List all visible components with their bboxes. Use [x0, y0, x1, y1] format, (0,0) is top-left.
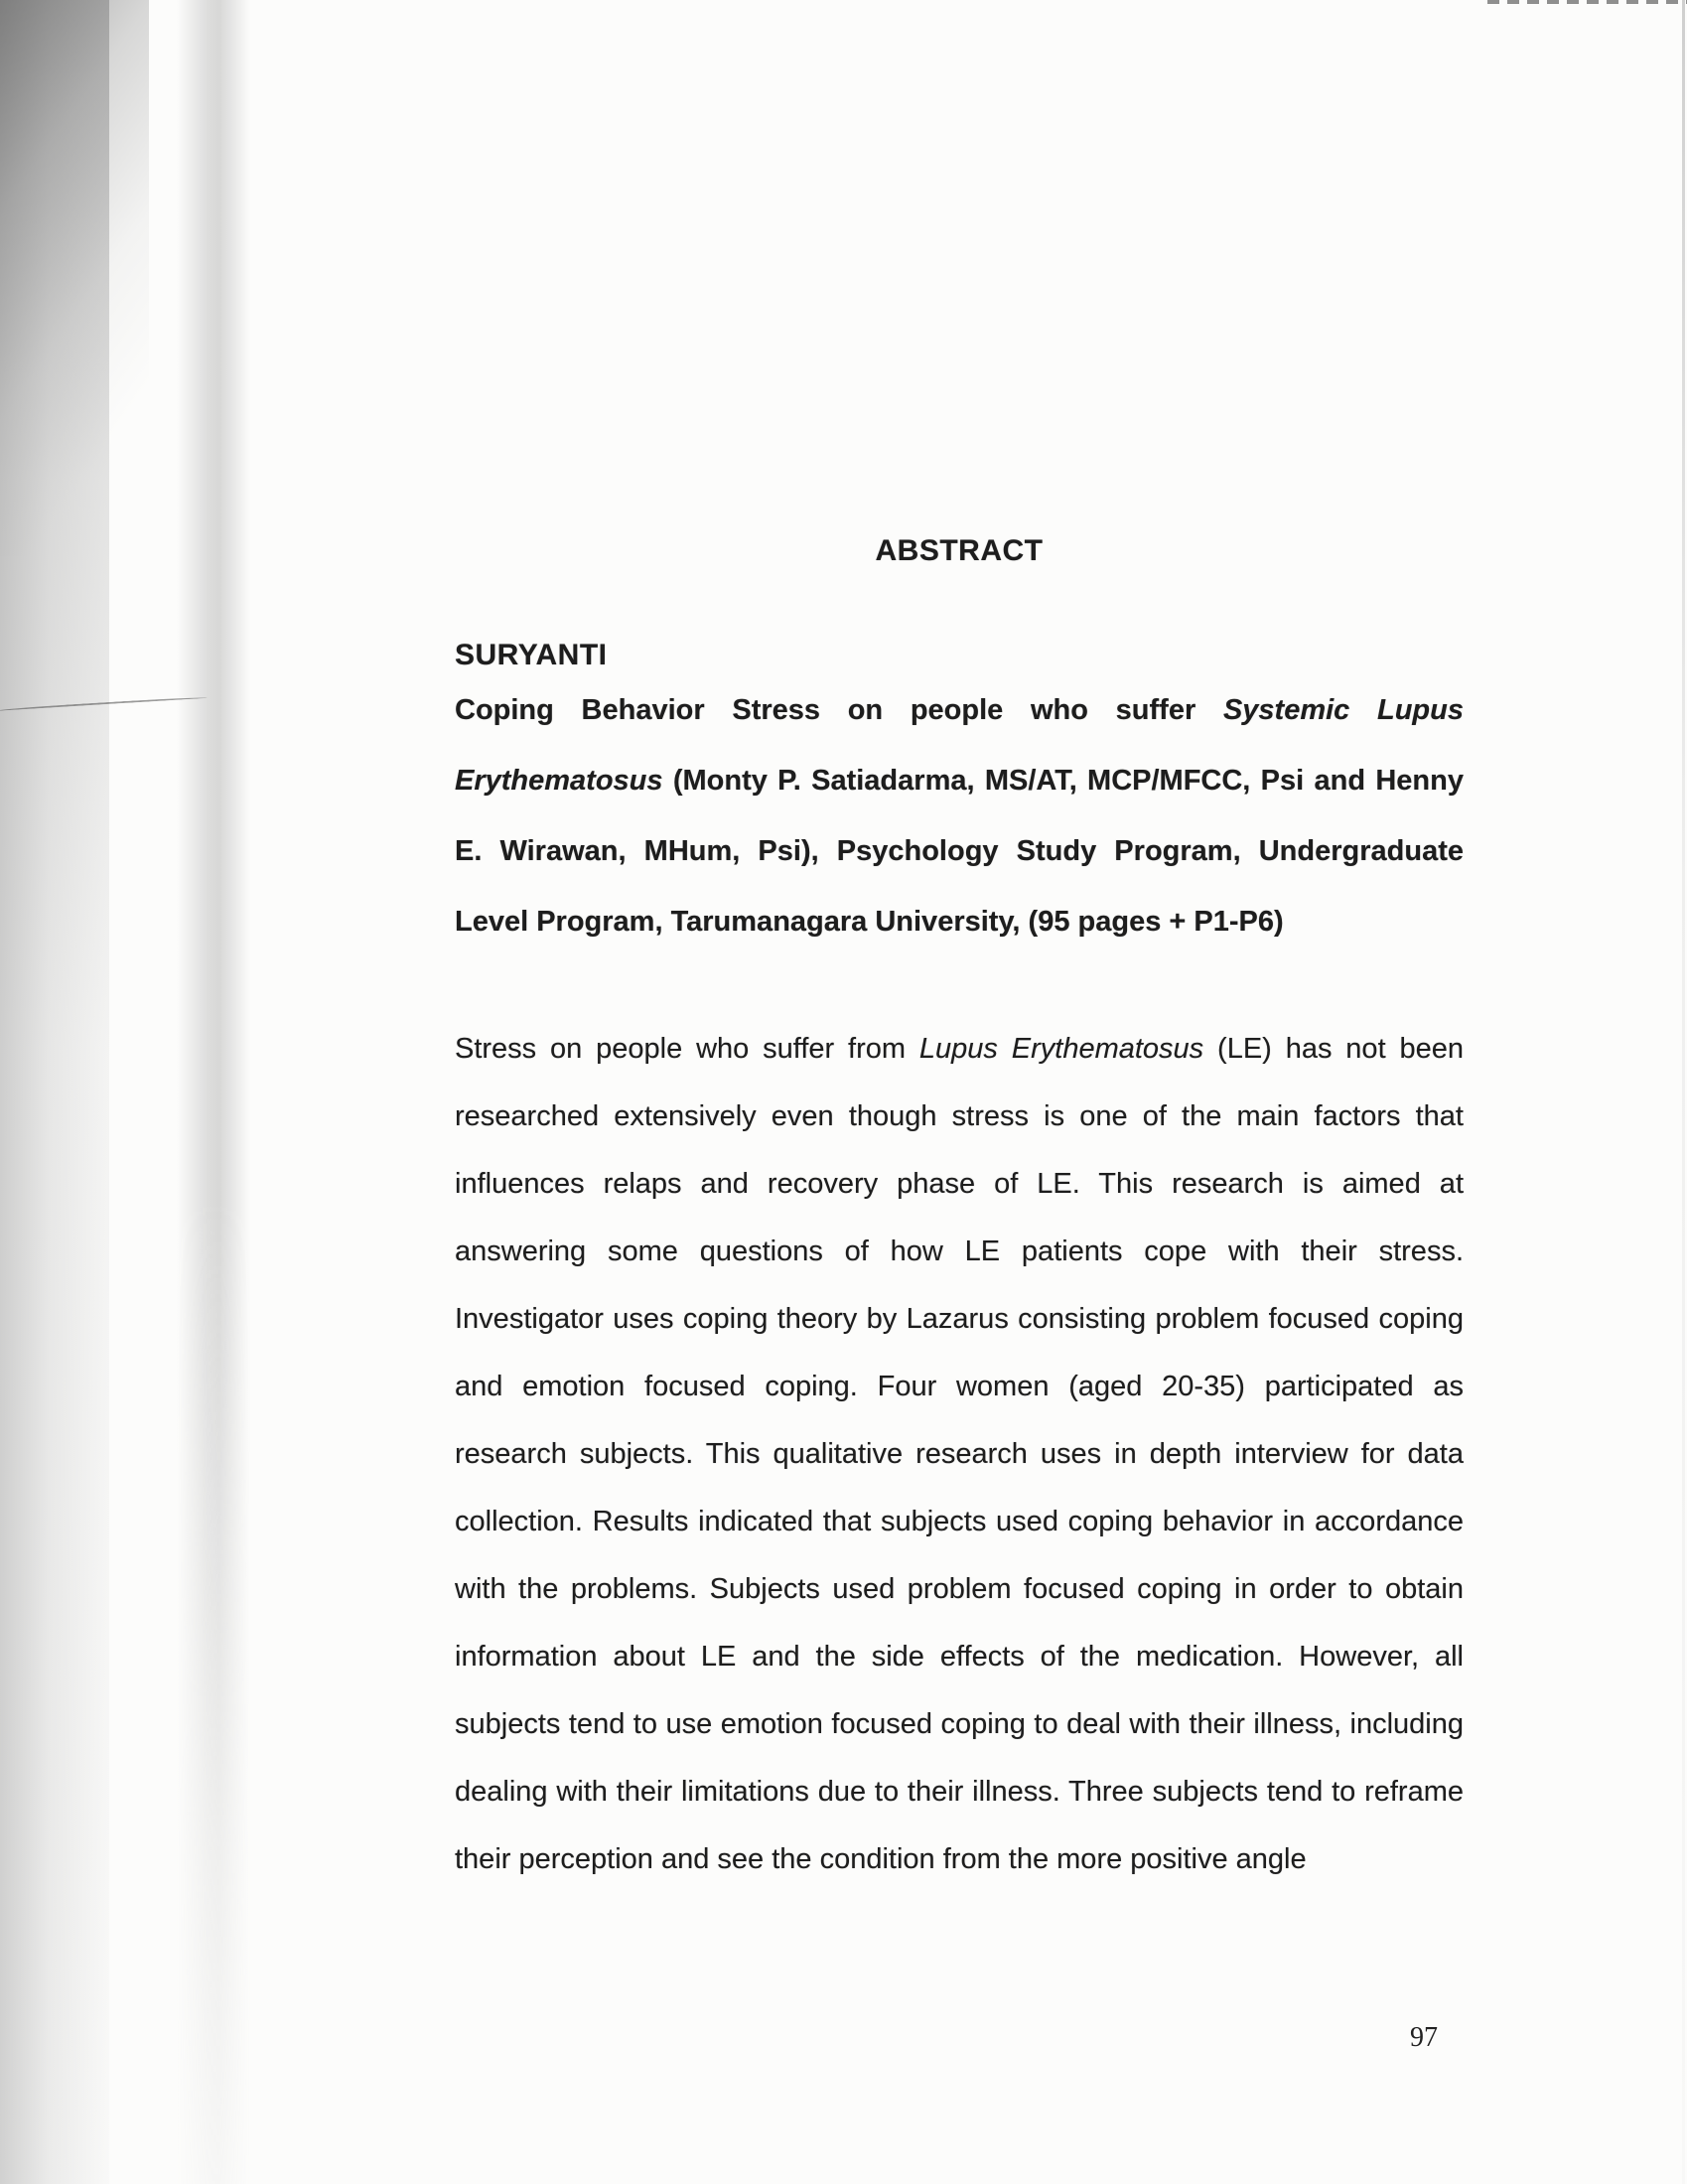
abstract-body	[455, 1015, 1464, 1893]
thesis-heading	[455, 675, 1464, 957]
page-title: ABSTRACT	[875, 534, 1044, 567]
right-edge-scan-line	[1682, 0, 1685, 2184]
page-number: 97	[1410, 2022, 1438, 2053]
heading-italic-term: Systemic Lupus Erythematosus	[455, 694, 1464, 797]
heading-text-segment: (Monty P. Satiadarma, MS/AT, MCP/MFCC, Psi and Henny E. Wirawan, MHum, Psi), Psychology Study Program, Undergraduate Level Program, Tarumanagara University, (95 pages + P1-P6)	[455, 765, 1464, 938]
top-edge-scan-line	[1487, 0, 1687, 4]
body-text-segment: Stress on people who suffer from	[455, 1033, 919, 1065]
binding-shadow-band	[177, 0, 250, 2184]
heading-text-segment: Coping Behavior Stress on people who suffer	[455, 694, 1223, 726]
author-name: SURYANTI	[455, 639, 608, 671]
body-text-segment: (LE) has not been researched extensively even though stress is one of the main factors that influences relaps and recovery phase of LE. This research is aimed at answering some questions of how LE patients cope with their stress. Investigator uses coping theory by Lazarus consisting problem focused coping and emotion focused coping. Four women (aged 20-35) participated as research subjects. This qualitative research uses in depth interview for data collection. Results indicated that subjects used coping behavior in accordance with the problems. Subjects used problem focused coping in order to obtain information about LE and the side effects of the medication. However, all subjects tend to use emotion focused coping to deal with their illness, including dealing with their limitations due to their illness. Three subjects tend to reframe their perception and see the condition from the more positive angle	[455, 1033, 1464, 1875]
top-left-corner-shadow	[0, 0, 149, 556]
body-italic-term: Lupus Erythematosus	[918, 1033, 1204, 1065]
